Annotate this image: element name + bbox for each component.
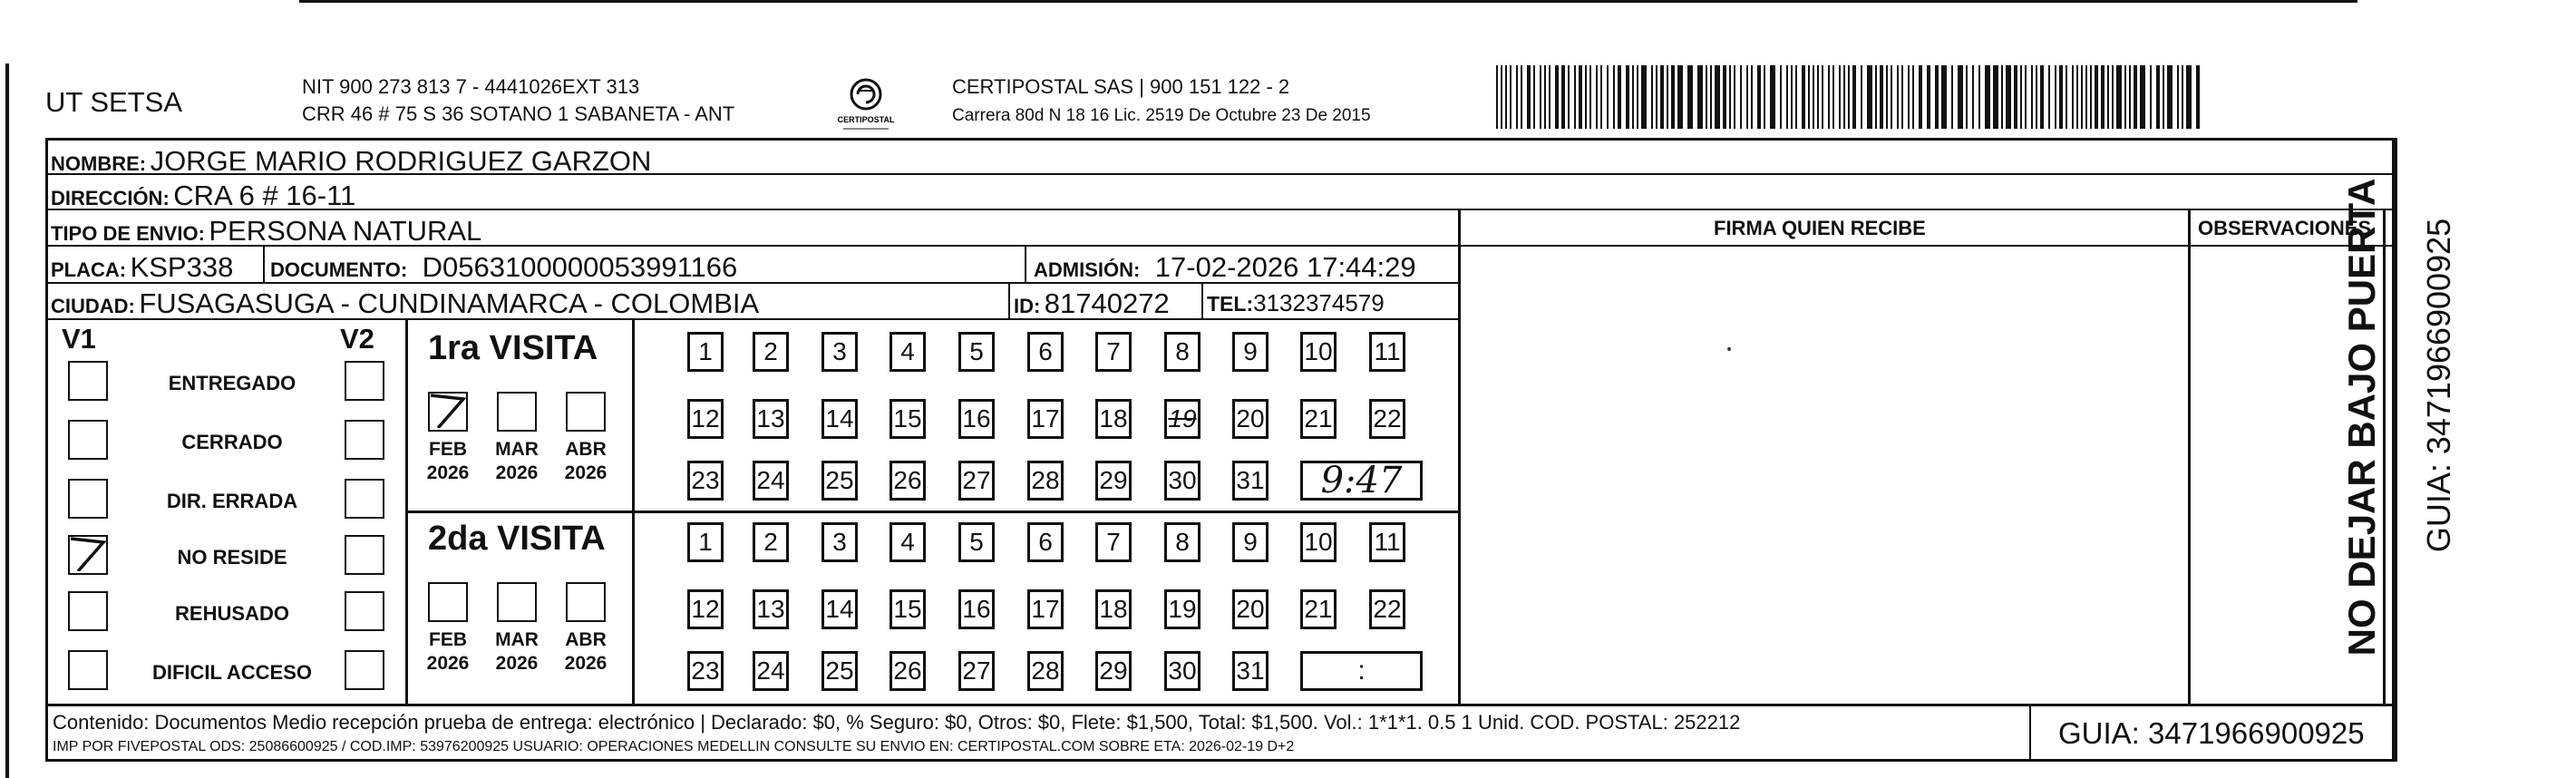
sig-col-left [1458,209,1461,705]
status-label: NO RESIDE [177,546,287,569]
barcode-bar [1723,65,1726,129]
month-checkbox[interactable] [566,582,606,622]
day-box[interactable]: 12 [687,399,724,439]
barcode-bar [1828,65,1830,129]
plate-label: PLACA: [51,258,127,281]
day-box[interactable]: 8 [1164,332,1201,372]
barcode-bar [1908,65,1910,129]
day-box[interactable]: 18 [1095,589,1132,629]
day-box[interactable]: 23 [687,461,724,501]
barcode-bar [1667,65,1668,129]
day-box[interactable]: 22 [1369,399,1405,439]
barcode-bar [2107,65,2109,129]
month-label [421,628,475,676]
visit-sep [405,511,1460,513]
id-value: 81740272 [1044,287,1170,319]
barcode-bar [2076,65,2078,129]
barcode-bar [1596,65,1598,129]
barcode-bar [2112,65,2114,129]
barcode-bar [2066,65,2067,129]
day-box[interactable]: 3 [821,332,858,372]
frame-inner-right [2392,138,2395,762]
month-name: MAR [495,439,539,460]
month-year: 2026 [426,653,470,675]
status-v2-checkbox[interactable] [345,650,384,690]
barcode-bar [1791,65,1793,129]
document-label: DOCUMENTO: [270,258,408,281]
day-box[interactable]: 16 [958,399,995,439]
barcode-bar [1706,65,1707,129]
address-label: DIRECCIÓN: [51,187,170,209]
address-row [51,181,355,209]
barcode-bar [1941,65,1947,129]
barcode-bar [1618,65,1621,129]
barcode-bar [1501,65,1502,129]
barcode-bar [1607,65,1609,129]
barcode-bar [2116,65,2122,129]
day-box[interactable]: 4 [889,522,926,562]
day-box[interactable]: 12 [687,589,724,629]
day-box[interactable]: 25 [821,461,858,501]
day-box[interactable]: 8 [1164,522,1201,562]
barcode-bar [1561,65,1565,129]
month-name: ABR [565,439,607,460]
day-box[interactable]: 1 [687,522,724,562]
day-box[interactable]: 9 [1232,522,1269,562]
tel-sep [1201,283,1203,319]
day-box[interactable]: 6 [1027,332,1064,372]
day-box[interactable]: 19 [1164,589,1201,629]
day-box[interactable]: 10 [1300,522,1337,562]
day-box[interactable]: 18 [1095,399,1132,439]
name-value: JORGE MARIO RODRIGUEZ GARZON [150,145,652,177]
svg-text:CERTIPOSTAL: CERTIPOSTAL [837,115,895,124]
type-label: TIPO DE ENVIO: [51,222,205,245]
barcode-bar [1897,65,1899,129]
signature-dot [1727,347,1731,351]
day-box[interactable]: 9 [1232,332,1269,372]
id-label: ID: [1014,295,1041,317]
day-box[interactable]: 7 [1095,522,1132,562]
document-row [270,253,737,281]
status-label: ENTREGADO [168,372,296,394]
day-box[interactable]: 11 [1369,332,1405,372]
day-box[interactable]: 28 [1027,651,1064,691]
city-value: FUSAGASUGA - CUNDINAMARCA - COLOMBIA [139,287,760,319]
day-box[interactable]: 29 [1095,461,1132,501]
barcode-bar [1861,65,1862,129]
barcode-bar [1927,65,1930,129]
barcode-bar [1600,65,1602,129]
admission-label: ADMISIÓN: [1034,258,1141,281]
barcode-bar [1496,65,1498,129]
barcode-bar [2055,65,2056,129]
barcode-bar [1891,65,1892,129]
barcode-bar [2101,65,2105,129]
barcode-bar [1802,65,1805,129]
barcode-bar [2177,65,2179,129]
barcode-bar [2182,65,2183,129]
barcode-bar [1510,65,1512,129]
company-name: UT SETSA [45,86,183,118]
barcode-bar [1951,65,1953,129]
barcode-bar [2014,65,2017,129]
day-box[interactable]: 13 [753,399,789,439]
barcode-bar [1795,65,1797,129]
barcode-bar [1521,65,1522,129]
barcode-bar [1839,65,1841,129]
barcode-bar [1710,65,1712,129]
day-box[interactable]: 15 [889,399,926,439]
month-year: 2026 [495,462,539,484]
status-v2-checkbox[interactable] [345,361,384,401]
day-box[interactable]: 6 [1027,522,1064,562]
footer-guide: GUIA: 3471966900925 [2058,716,2365,750]
barcode-bar [2124,65,2126,129]
status-v2-checkbox[interactable] [345,479,384,519]
visit-2-title: 2da VISITA [428,520,606,558]
barcode-bar [1912,65,1914,129]
day-box[interactable]: 30 [1164,651,1201,691]
barcode-bar [2020,65,2022,129]
barcode-bar [1757,65,1761,129]
v2-label: V2 [340,323,374,355]
plate-row [51,253,233,281]
barcode-bar [1764,65,1765,129]
barcode-bar [2090,65,2092,129]
id-row [1014,289,1170,317]
day-box[interactable]: 24 [753,461,789,501]
day-box[interactable]: 17 [1027,399,1064,439]
barcode-bar [1715,65,1720,129]
day-box[interactable]: 4 [889,332,926,372]
day-box[interactable]: 22 [1369,589,1405,629]
barcode-bar [1867,65,1872,129]
barcode-bar [1671,65,1675,129]
day-box[interactable]: 25 [821,651,858,691]
day-box[interactable]: 21 [1300,399,1337,439]
time-box[interactable]: 9:47 [1300,461,1423,501]
month-year: 2026 [495,653,539,675]
barcode-bar [1843,65,1845,129]
barcode-bar [1880,65,1883,129]
month-name: ABR [565,629,607,650]
v1-label: V1 [62,323,96,355]
barcode-bar [1780,65,1782,129]
barcode-bar [2163,65,2164,129]
month-checkbox[interactable] [566,392,606,432]
barcode-bar [2072,65,2074,129]
barcode-bar [1637,65,1638,129]
observations-header: OBSERVACIONES [2198,217,2372,239]
barcode-bar [2150,65,2152,129]
barcode-bar [2167,65,2173,129]
day-box[interactable]: 5 [958,522,995,562]
barcode-bar [1549,65,1550,129]
day-box[interactable]: 11 [1369,522,1405,562]
barcode-bar [2085,65,2087,129]
barcode-bar [2081,65,2083,129]
barcode-bar [1813,65,1814,129]
day-box[interactable]: 16 [958,589,995,629]
barcode-bar [1533,65,1535,129]
month-label [421,438,475,486]
footer-guide-sep [2029,705,2031,762]
company-nit: NIT 900 273 813 7 - 4441026EXT 313 [302,75,640,98]
barcode-bar [1641,65,1647,129]
barcode-bar [1660,65,1664,129]
barcode-bar [1822,65,1823,129]
signature-header: FIRMA QUIEN RECIBE [1714,217,1926,239]
barcode-bar [1966,65,1968,129]
barcode-bar [2006,65,2011,129]
barcode-bar [2048,65,2050,129]
status-v1-checkbox[interactable] [68,535,108,575]
barcode-bar [1505,65,1507,129]
barcode-bar [1770,65,1775,129]
barcode-bar [2129,65,2131,129]
barcode-bar [1832,65,1834,129]
barcode-bar [1852,65,1856,129]
status-label: CERRADO [181,431,283,453]
status-v1-checkbox[interactable] [68,591,108,631]
tel-value: 3132374579 [1253,289,1385,316]
time-box[interactable]: : [1300,651,1423,691]
barcode-bar [1848,65,1850,129]
day-box[interactable]: 21 [1300,589,1337,629]
barcode-bar [1729,65,1731,129]
barcode-bar [2156,65,2160,129]
barcode-bar [1901,65,1903,129]
day-box[interactable]: 1 [687,332,724,372]
side-warning: NO DEJAR BAJO PUERTA [2340,178,2383,656]
tel-label: TEL: [1207,292,1254,316]
month-year: 2026 [564,653,608,675]
status-v1-checkbox[interactable] [68,361,108,401]
day-box[interactable]: 19 [1164,399,1201,439]
status-label: DIFICIL ACCESO [151,661,312,684]
top-edge-line [299,0,2357,3]
barcode-bar [1746,65,1748,129]
barcode-bar [1740,65,1742,129]
day-box[interactable]: 5 [958,332,995,372]
barcode-bar [1656,65,1657,129]
status-label: REHUSADO [175,602,289,625]
tel-row [1207,291,1385,315]
obs-col-left [2188,209,2191,705]
month-name: FEB [429,439,467,460]
left-edge-line [5,63,9,778]
day-box[interactable]: 20 [1232,589,1269,629]
barcode-bar [1886,65,1888,129]
month-name: FEB [429,629,467,650]
admission-sep [1025,247,1026,283]
plate-value: KSP338 [130,251,234,283]
barcode-bar [1677,65,1683,129]
day-box[interactable]: 17 [1027,589,1064,629]
barcode-bar [1972,65,1974,129]
obs-col-right [2383,209,2386,705]
barcode-bar [1687,65,1693,129]
month-label [559,438,613,486]
barcode-bar [2031,65,2033,129]
barcode-bar [1651,65,1653,129]
day-box[interactable]: 2 [753,522,789,562]
plate-sep [263,247,265,283]
visit-1-title: 1ra VISITA [428,329,598,367]
carrier-address: Carrera 80d N 18 16 Lic. 2519 De Octubre 23 De 2015 [952,106,1371,125]
month-label [559,628,613,676]
barcode-bar [2186,65,2192,129]
month-label [490,628,544,676]
barcode-bar [1817,65,1819,129]
day-box[interactable]: 28 [1027,461,1064,501]
barcode-bar [2134,65,2137,129]
barcode-bar [1935,65,1939,129]
day-box[interactable]: 20 [1232,399,1269,439]
signature-area[interactable] [1462,248,2187,703]
footer-content: Contenido: Documentos Medio recepción prueba de entrega: electrónico | Declarado: $0, % Seguro: $0, Otros: $0, Flete: $1,500, Total: $1,500. Vol.: 1*1*1. 0.5 1 Unid. COD. POSTAL: 252212 [53,711,1741,734]
barcode-bar [2059,65,2063,129]
day-box[interactable]: 26 [889,461,926,501]
day-box[interactable]: 31 [1232,651,1269,691]
month-year: 2026 [564,462,608,484]
city-row [51,289,759,317]
barcode-bar [1958,65,1963,129]
barcode-bar [1613,65,1615,129]
status-v1-checkbox[interactable] [68,479,108,519]
footer-printed: IMP POR FIVEPOSTAL ODS: 25086600925 / COD.IMP: 53976200925 USUARIO: OPERACIONES MEDELLIN CONSULTE SU ENVIO EN: CERTIPOSTAL.COM SOBRE ETA: 2026-02-19 D+2 [53,739,1295,754]
barcode-bar [1985,65,1990,129]
status-v2-checkbox[interactable] [345,535,384,575]
status-v1-checkbox[interactable] [68,420,108,460]
barcode-bar [2196,65,2200,129]
month-name: MAR [495,629,539,650]
barcode-bar [1697,65,1703,129]
status-v2-checkbox[interactable] [345,591,384,631]
day-box[interactable]: 24 [753,651,789,691]
barcode [1496,65,2203,129]
address-value: CRA 6 # 16-11 [173,180,356,211]
barcode-bar [1516,65,1518,129]
certipostal-logo [834,73,898,145]
day-box[interactable]: 7 [1095,332,1132,372]
barcode-bar [1585,65,1587,129]
barcode-bar [2001,65,2003,129]
barcode-bar [1555,65,1559,129]
barcode-bar [1786,65,1788,129]
barcode-bar [1632,65,1634,129]
barcode-bar [2025,65,2027,129]
day-box[interactable]: 3 [821,522,858,562]
month-checkbox[interactable] [428,392,468,432]
barcode-bar [2036,65,2037,129]
barcode-bar [1589,65,1591,129]
admission-value: 17-02-2026 17:44:29 [1154,251,1416,283]
barcode-bar [1734,65,1735,129]
barcode-bar [2095,65,2098,129]
day-box[interactable]: 2 [753,332,789,372]
id-sep [1008,283,1010,319]
name-label: NOMBRE: [51,152,147,175]
city-label: CIUDAD: [51,295,135,317]
month-year: 2026 [426,462,470,484]
document-value: D0563100000053991166 [422,251,738,283]
admission-row [1034,253,1416,281]
barcode-bar [1808,65,1810,129]
month-label [490,438,544,486]
barcode-bar [1751,65,1753,129]
status-v2-checkbox[interactable] [345,420,384,460]
day-box[interactable]: 27 [958,461,995,501]
barcode-bar [1978,65,1980,129]
side-guide: GUIA: 3471966900925 [2420,218,2457,553]
type-value: PERSONA NATURAL [209,215,482,247]
barcode-bar [1579,65,1582,129]
barcode-bar [1574,65,1576,129]
day-box[interactable]: 13 [753,589,789,629]
day-box[interactable]: 27 [958,651,995,691]
barcode-bar [1527,65,1531,129]
day-box[interactable]: 31 [1232,461,1269,501]
day-box[interactable]: 15 [889,589,926,629]
footer-line [45,704,2394,706]
sig-header-line [1460,245,2394,247]
day-box[interactable]: 14 [821,589,858,629]
barcode-bar [1568,65,1570,129]
barcode-bar [2140,65,2145,129]
status-label: DIR. ERRADA [166,490,298,512]
month-checkbox[interactable] [497,392,537,432]
company-address: CRR 46 # 75 S 36 SOTANO 1 SABANETA - ANT [302,102,735,125]
day-box[interactable]: 30 [1164,461,1201,501]
barcode-bar [1993,65,1998,129]
month-checkbox[interactable] [497,582,537,622]
type-row [51,217,481,245]
day-box[interactable]: 14 [821,399,858,439]
barcode-bar [1875,65,1877,129]
status-v1-checkbox[interactable] [68,650,108,690]
row-line-2 [45,209,2394,210]
day-box[interactable]: 29 [1095,651,1132,691]
day-box[interactable]: 26 [889,651,926,691]
barcode-bar [2040,65,2044,129]
barcode-bar [1626,65,1629,129]
name-row [51,147,651,175]
day-box[interactable]: 10 [1300,332,1337,372]
day-box[interactable]: 23 [687,651,724,691]
barcode-bar [1919,65,1922,129]
month-checkbox[interactable] [428,582,468,622]
barcode-bar [1544,65,1546,129]
barcode-bar [1540,65,1541,129]
carrier-name: CERTIPOSTAL SAS | 900 151 122 - 2 [952,75,1290,98]
